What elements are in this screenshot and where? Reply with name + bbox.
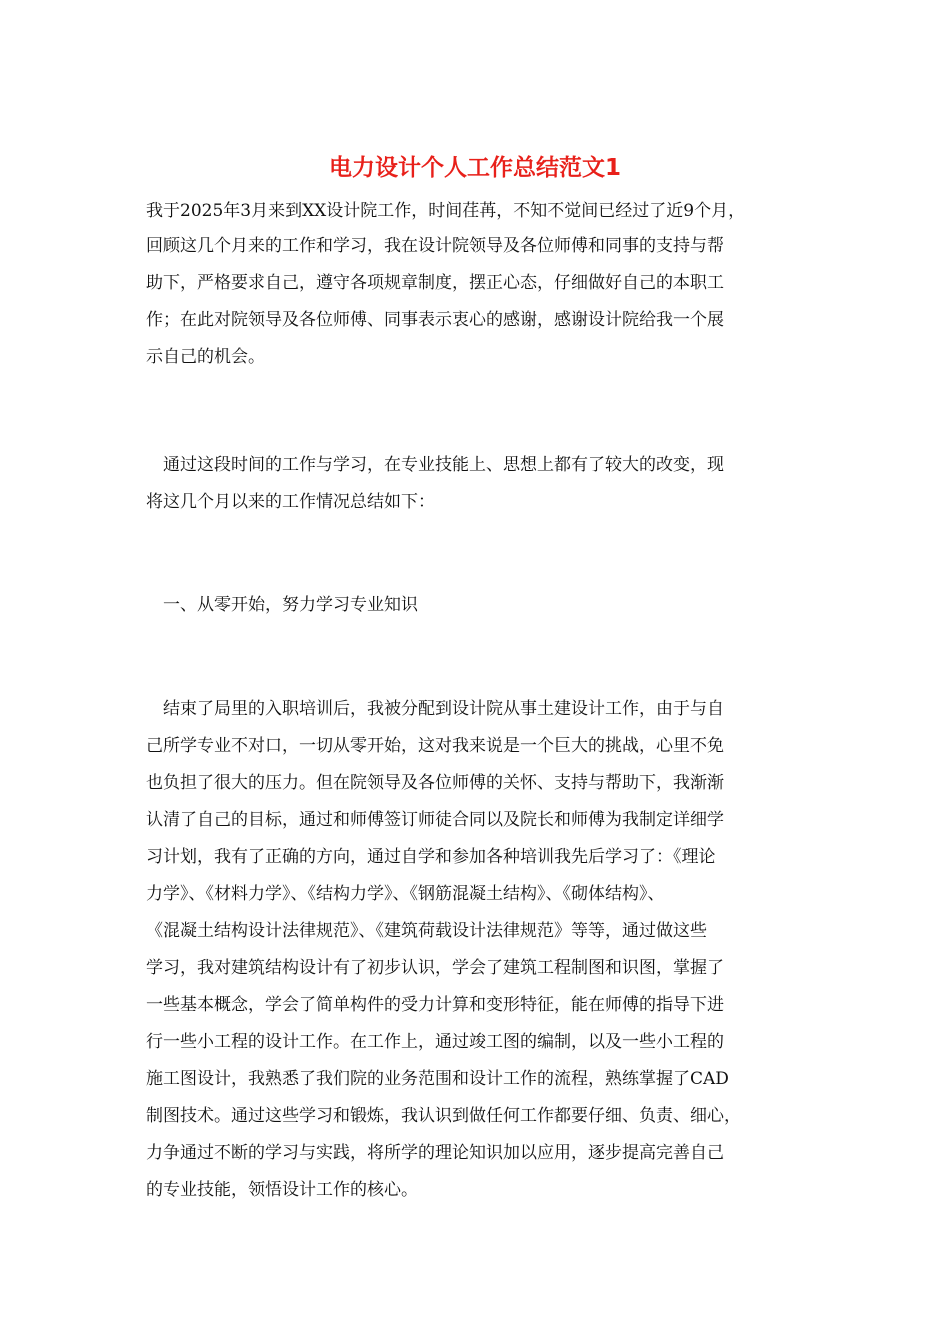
paragraph3-line-10: 行一些小工程的设计工作。在工作上，通过竣工图的编制，以及一些小工程的 — [146, 1032, 724, 1052]
paragraph3-line-6: 力学》、《材料力学》、《结构力学》、《钢筋混凝土结构》、《砌体结构》、 — [146, 884, 665, 904]
paragraph3-line-11: 施工图设计，我熟悉了我们院的业务范围和设计工作的流程，熟练掌握了CAD — [146, 1069, 729, 1089]
section-heading-1: 一、从零开始，努力学习专业知识 — [146, 595, 418, 615]
paragraph3-line-5: 习计划，我有了正确的方向，通过自学和参加各种培训我先后学习了：《理论 — [146, 847, 716, 867]
document-title: 电力设计个人工作总结范文1 — [328, 155, 621, 181]
paragraph3-line-2: 己所学专业不对口，一切从零开始，这对我来说是一个巨大的挑战，心里不免 — [146, 736, 724, 756]
paragraph3-line-13: 力争通过不断的学习与实践，将所学的理论知识加以应用，逐步提高完善自己 — [146, 1143, 724, 1163]
paragraph3-line-9: 一些基本概念，学会了简单构件的受力计算和变形特征，能在师傅的指导下进 — [146, 995, 724, 1015]
paragraph3-line-7: 《混凝土结构设计法律规范》、《建筑荷载设计法律规范》等等，通过做这些 — [146, 921, 707, 941]
paragraph3-line-12: 制图技术。通过这些学习和锻炼，我认识到做任何工作都要仔细、负责、细心， — [146, 1106, 741, 1126]
paragraph3-line-4: 认清了自己的目标，通过和师傅签订师徒合同以及院长和师傅为我制定详细学 — [146, 810, 724, 830]
paragraph1-line-2: 回顾这几个月来的工作和学习，我在设计院领导及各位师傅和同事的支持与帮 — [146, 236, 724, 256]
paragraph1-line-5: 示自己的机会。 — [146, 347, 265, 367]
paragraph2-line-1: 通过这段时间的工作与学习，在专业技能上、思想上都有了较大的改变，现 — [146, 455, 724, 475]
paragraph3-line-3: 也负担了很大的压力。但在院领导及各位师傅的关怀、支持与帮助下，我渐渐 — [146, 773, 724, 793]
paragraph3-line-8: 学习，我对建筑结构设计有了初步认识，学会了建筑工程制图和识图，掌握了 — [146, 958, 724, 978]
paragraph2-line-2: 将这几个月以来的工作情况总结如下： — [146, 492, 435, 512]
paragraph3-line-1: 结束了局里的入职培训后，我被分配到设计院从事土建设计工作，由于与自 — [146, 699, 724, 719]
paragraph1-line-4: 作；在此对院领导及各位师傅、同事表示衷心的感谢，感谢设计院给我一个展 — [146, 310, 724, 330]
paragraph3-line-14: 的专业技能，领悟设计工作的核心。 — [146, 1180, 418, 1200]
paragraph1-line-1: 我于2025年3月来到XX设计院工作，时间荏苒，不知不觉间已经过了近9个月， — [146, 201, 746, 221]
paragraph1-line-3: 助下，严格要求自己，遵守各项规章制度，摆正心态，仔细做好自己的本职工 — [146, 273, 724, 293]
